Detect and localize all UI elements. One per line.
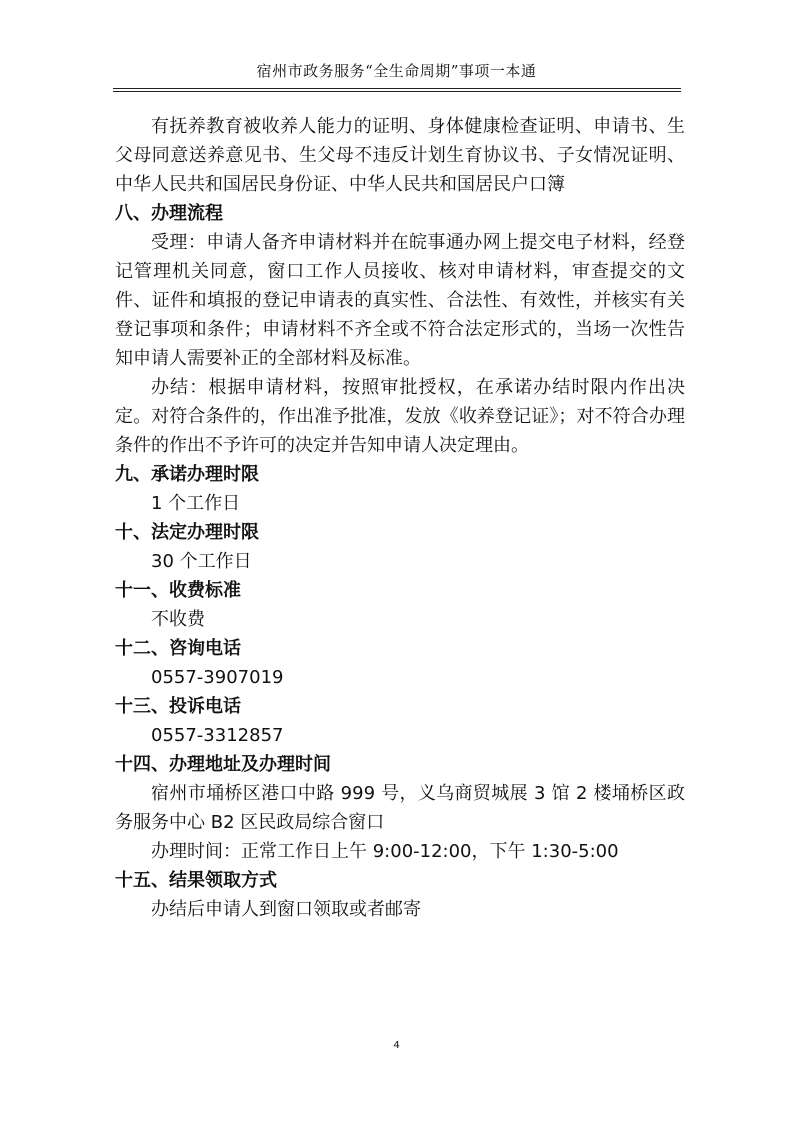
section-process [115, 199, 685, 460]
section-value: 办结后申请人到窗口领取或者邮寄 [151, 899, 421, 920]
page-content [115, 112, 685, 924]
section-legal-time-limit [115, 518, 685, 576]
section-value: 1 个工作日 [151, 493, 241, 514]
section-consult-phone [115, 634, 685, 692]
consult-phone-number: 0557-3907019 [151, 667, 284, 688]
section-heading: 十五、结果领取方式 [115, 870, 277, 891]
header-rule [113, 88, 681, 89]
intro-paragraph: 有抚养教育被收养人能力的证明、身体健康检查证明、申请书、生父母同意送养意见书、生父母不违反计划生育协议书、子女情况证明、中华人民共和国居民身份证、中华人民共和国居民户口簿 [115, 116, 685, 195]
section-heading: 九、承诺办理时限 [115, 464, 259, 485]
section-complaint-phone [115, 692, 685, 750]
office-hours: 办理时间：正常工作日上午 9:00-12:00，下午 1:30-5:00 [151, 841, 619, 862]
running-header-title: 宿州市政务服务“全生命周期”事项一本通 [256, 62, 537, 80]
section-heading: 十、法定办理时限 [115, 522, 259, 543]
section-address-and-hours [115, 750, 685, 866]
page-number: 4 [393, 1040, 400, 1051]
section-heading: 八、办理流程 [115, 203, 223, 224]
section-heading: 十四、办理地址及办理时间 [115, 754, 331, 775]
section-paragraph: 办结：根据申请材料，按照审批授权，在承诺办结时限内作出决定。对符合条件的，作出准予批准，发放《收养登记证》；对不符合办理条件的作出不予许可的决定并告知申请人决定理由。 [115, 377, 685, 456]
section-fee-standard [115, 576, 685, 634]
section-heading: 十二、咨询电话 [115, 638, 241, 659]
section-heading: 十一、收费标准 [115, 580, 241, 601]
section-promised-time-limit [115, 460, 685, 518]
section-heading: 十三、投诉电话 [115, 696, 241, 717]
complaint-phone-number: 0557-3312857 [151, 725, 284, 746]
office-address: 宿州市埇桥区港口中路 999 号，义乌商贸城展 3 馆 2 楼埇桥区政务服务中心 B2 区民政局综合窗口 [115, 783, 685, 833]
header-rule-inner [113, 91, 681, 92]
section-result-pickup [115, 866, 685, 924]
section-paragraph: 受理：申请人备齐申请材料并在皖事通办网上提交电子材料，经登记管理机关同意，窗口工作人员接收、核对申请材料，审查提交的文件、证件和填报的登记申请表的真实性、合法性、有效性，并核实有关登记事项和条件；申请材料不齐全或不符合法定形式的，当场一次性告知申请人需要补正的全部材料及标准。 [115, 232, 685, 369]
section-value: 30 个工作日 [151, 551, 252, 572]
section-value: 不收费 [151, 609, 205, 630]
